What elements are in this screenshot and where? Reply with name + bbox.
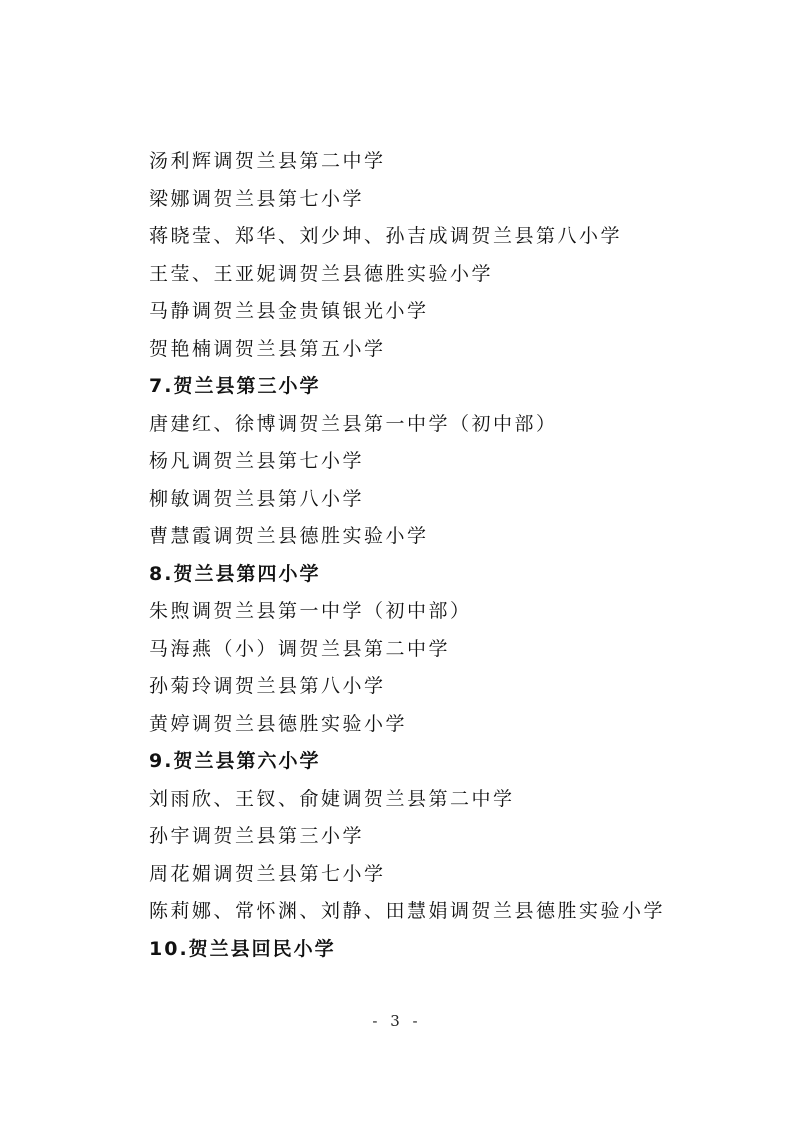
list-item: 曹慧霞调贺兰县德胜实验小学 — [149, 525, 429, 547]
list-item: 马海燕（小）调贺兰县第二中学 — [149, 637, 451, 660]
list-item: 贺艳楠调贺兰县第五小学 — [149, 337, 386, 360]
section-heading: 9.贺兰县第六小学 — [149, 750, 321, 772]
list-item: 王莹、王亚妮调贺兰县德胜实验小学 — [149, 262, 494, 285]
section-heading: 8.贺兰县第四小学 — [149, 562, 321, 585]
list-item: 马静调贺兰县金贵镇银光小学 — [149, 300, 429, 322]
list-item: 唐建红、徐博调贺兰县第一中学（初中部） — [149, 412, 558, 435]
list-item: 柳敏调贺兰县第八小学 — [149, 487, 365, 510]
list-item: 朱煦调贺兰县第一中学（初中部） — [149, 600, 472, 622]
list-item: 刘雨欣、王钗、俞婕调贺兰县第二中学 — [149, 787, 515, 810]
list-item: 杨凡调贺兰县第七小学 — [149, 450, 365, 472]
list-item: 梁娜调贺兰县第七小学 — [149, 187, 365, 210]
list-item: 周花媚调贺兰县第七小学 — [149, 862, 386, 885]
document-body — [149, 143, 749, 968]
list-item: 孙菊玲调贺兰县第八小学 — [149, 675, 386, 697]
list-item: 蒋晓莹、郑华、刘少坤、孙吉成调贺兰县第八小学 — [149, 225, 623, 247]
list-item: 孙宇调贺兰县第三小学 — [149, 825, 365, 847]
list-item: 汤利辉调贺兰县第二中学 — [149, 150, 386, 172]
list-item: 黄婷调贺兰县德胜实验小学 — [149, 712, 408, 735]
section-heading: 10.贺兰县回民小学 — [149, 937, 336, 960]
section-heading: 7.贺兰县第三小学 — [149, 375, 321, 397]
list-item: 陈莉娜、常怀渊、刘静、田慧娟调贺兰县德胜实验小学 — [149, 900, 666, 922]
page-number: - 3 - — [372, 1012, 422, 1030]
